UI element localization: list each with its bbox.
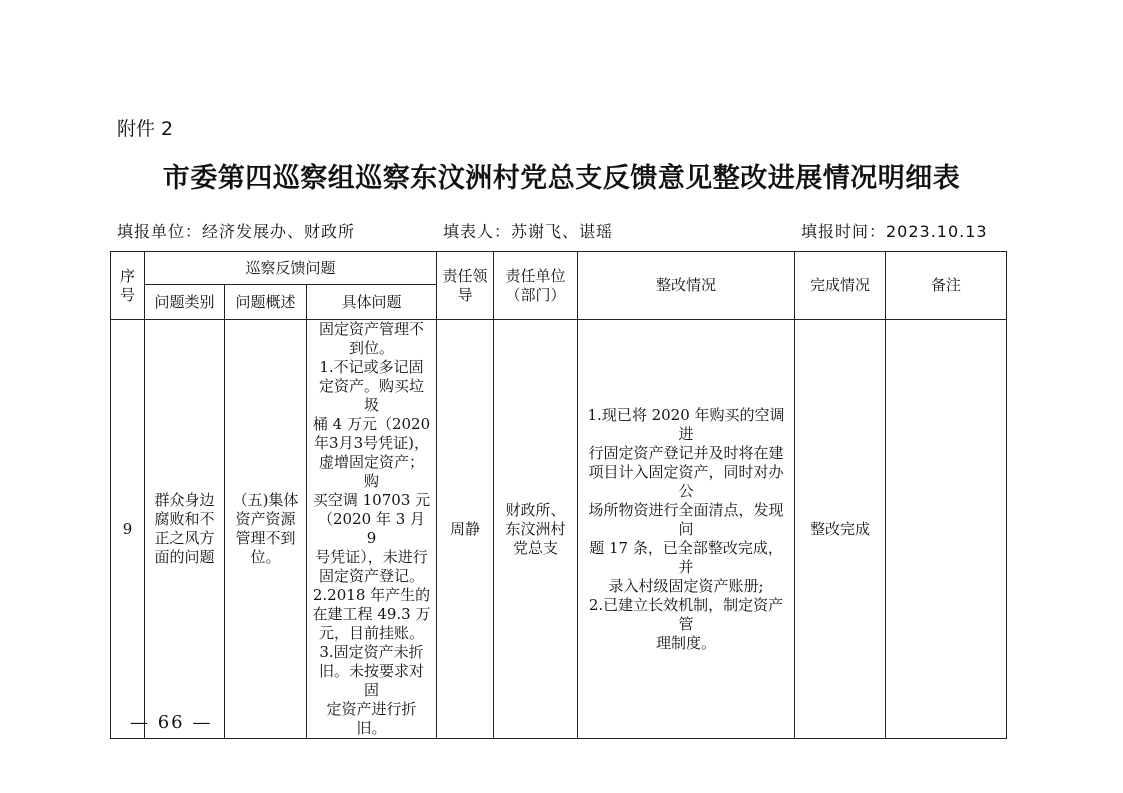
row-specific-issues: [307, 320, 437, 739]
header-rectification: 整改情况: [578, 252, 795, 320]
specific-line: 虚增固定资产；购: [319, 453, 425, 490]
rectification-table: [110, 251, 1007, 739]
rectification-line: 项目计入固定资产，同时对办公: [588, 462, 784, 500]
rectification-line: 场所物资进行全面清点，发现问: [588, 500, 784, 538]
specific-line: 固定资产登记。: [319, 567, 425, 585]
specific-line: 旧。未按要求对固: [319, 662, 425, 699]
reporting-time: 填报时间：2023.10.13: [801, 222, 988, 241]
header-completion: 完成情况: [795, 252, 886, 320]
specific-line: 买空调 10703 元: [312, 491, 431, 509]
specific-line: 在建工程 49.3 万: [312, 605, 431, 623]
rectification-line: 行固定资产登记并及时将在建: [588, 443, 784, 462]
header-overview: 问题概述: [225, 285, 307, 320]
table-row: [111, 320, 1007, 739]
header-seq: 序号: [111, 252, 145, 320]
rectification-line: 录入村级固定资产账册;: [608, 576, 764, 595]
row-remarks: [886, 320, 1007, 739]
specific-line: 定资产。购买垃圾: [319, 377, 425, 414]
header-leader: 责任领导: [437, 252, 494, 320]
header-category: 问题类别: [145, 285, 225, 320]
header-feedback-group: 巡察反馈问题: [145, 252, 437, 285]
specific-line: 年3月3号凭证)，: [314, 434, 429, 452]
specific-line: 桶 4 万元（2020: [312, 415, 431, 433]
rectification-line: 题 17 条，已全部整改完成，并: [589, 538, 783, 576]
rectification-line: 理制度。: [656, 633, 717, 652]
specific-line: 1.不记或多记固: [319, 358, 424, 376]
header-unit: 责任单位（部门）: [494, 252, 578, 320]
specific-line: 号凭证），未进行: [315, 548, 428, 566]
form-filler: 填表人：苏谢飞、谌瑶: [443, 222, 614, 241]
specific-line: 到位。: [349, 339, 395, 357]
header-specific: 具体问题: [307, 285, 437, 320]
row-overview: （五)集体资产资源管理不到位。: [225, 320, 307, 739]
row-completion: 整改完成: [795, 320, 886, 739]
specific-line: （2020 年 3 月 9: [318, 510, 426, 547]
row-category: 群众身边腐败和不正之风方面的问题: [145, 320, 225, 739]
page-number: — 66 —: [130, 712, 213, 733]
specific-line: 3.固定资产未折: [319, 643, 424, 661]
document-title: 市委第四巡察组巡察东汶洲村党总支反馈意见整改进展情况明细表: [162, 163, 961, 194]
rectification-line: 1.现已将 2020 年购买的空调进: [587, 405, 785, 443]
rectification-line: 2.已建立长效机制，制定资产管: [588, 595, 784, 633]
specific-line: 定资产进行折旧。: [326, 700, 417, 737]
row-rectification: [578, 320, 795, 739]
row-seq: 9: [111, 320, 145, 739]
row-unit: 财政所、东汶洲村党总支: [494, 320, 578, 739]
specific-line: 元，目前挂账。: [319, 624, 425, 642]
header-remarks: 备注: [886, 252, 1007, 320]
specific-line: 固定资产管理不: [319, 320, 425, 338]
specific-line: 2.2018 年产生的: [312, 586, 431, 604]
row-leader: 周静: [437, 320, 494, 739]
attachment-label: 附件 2: [117, 118, 174, 140]
reporting-unit: 填报单位：经济发展办、财政所: [117, 222, 356, 241]
